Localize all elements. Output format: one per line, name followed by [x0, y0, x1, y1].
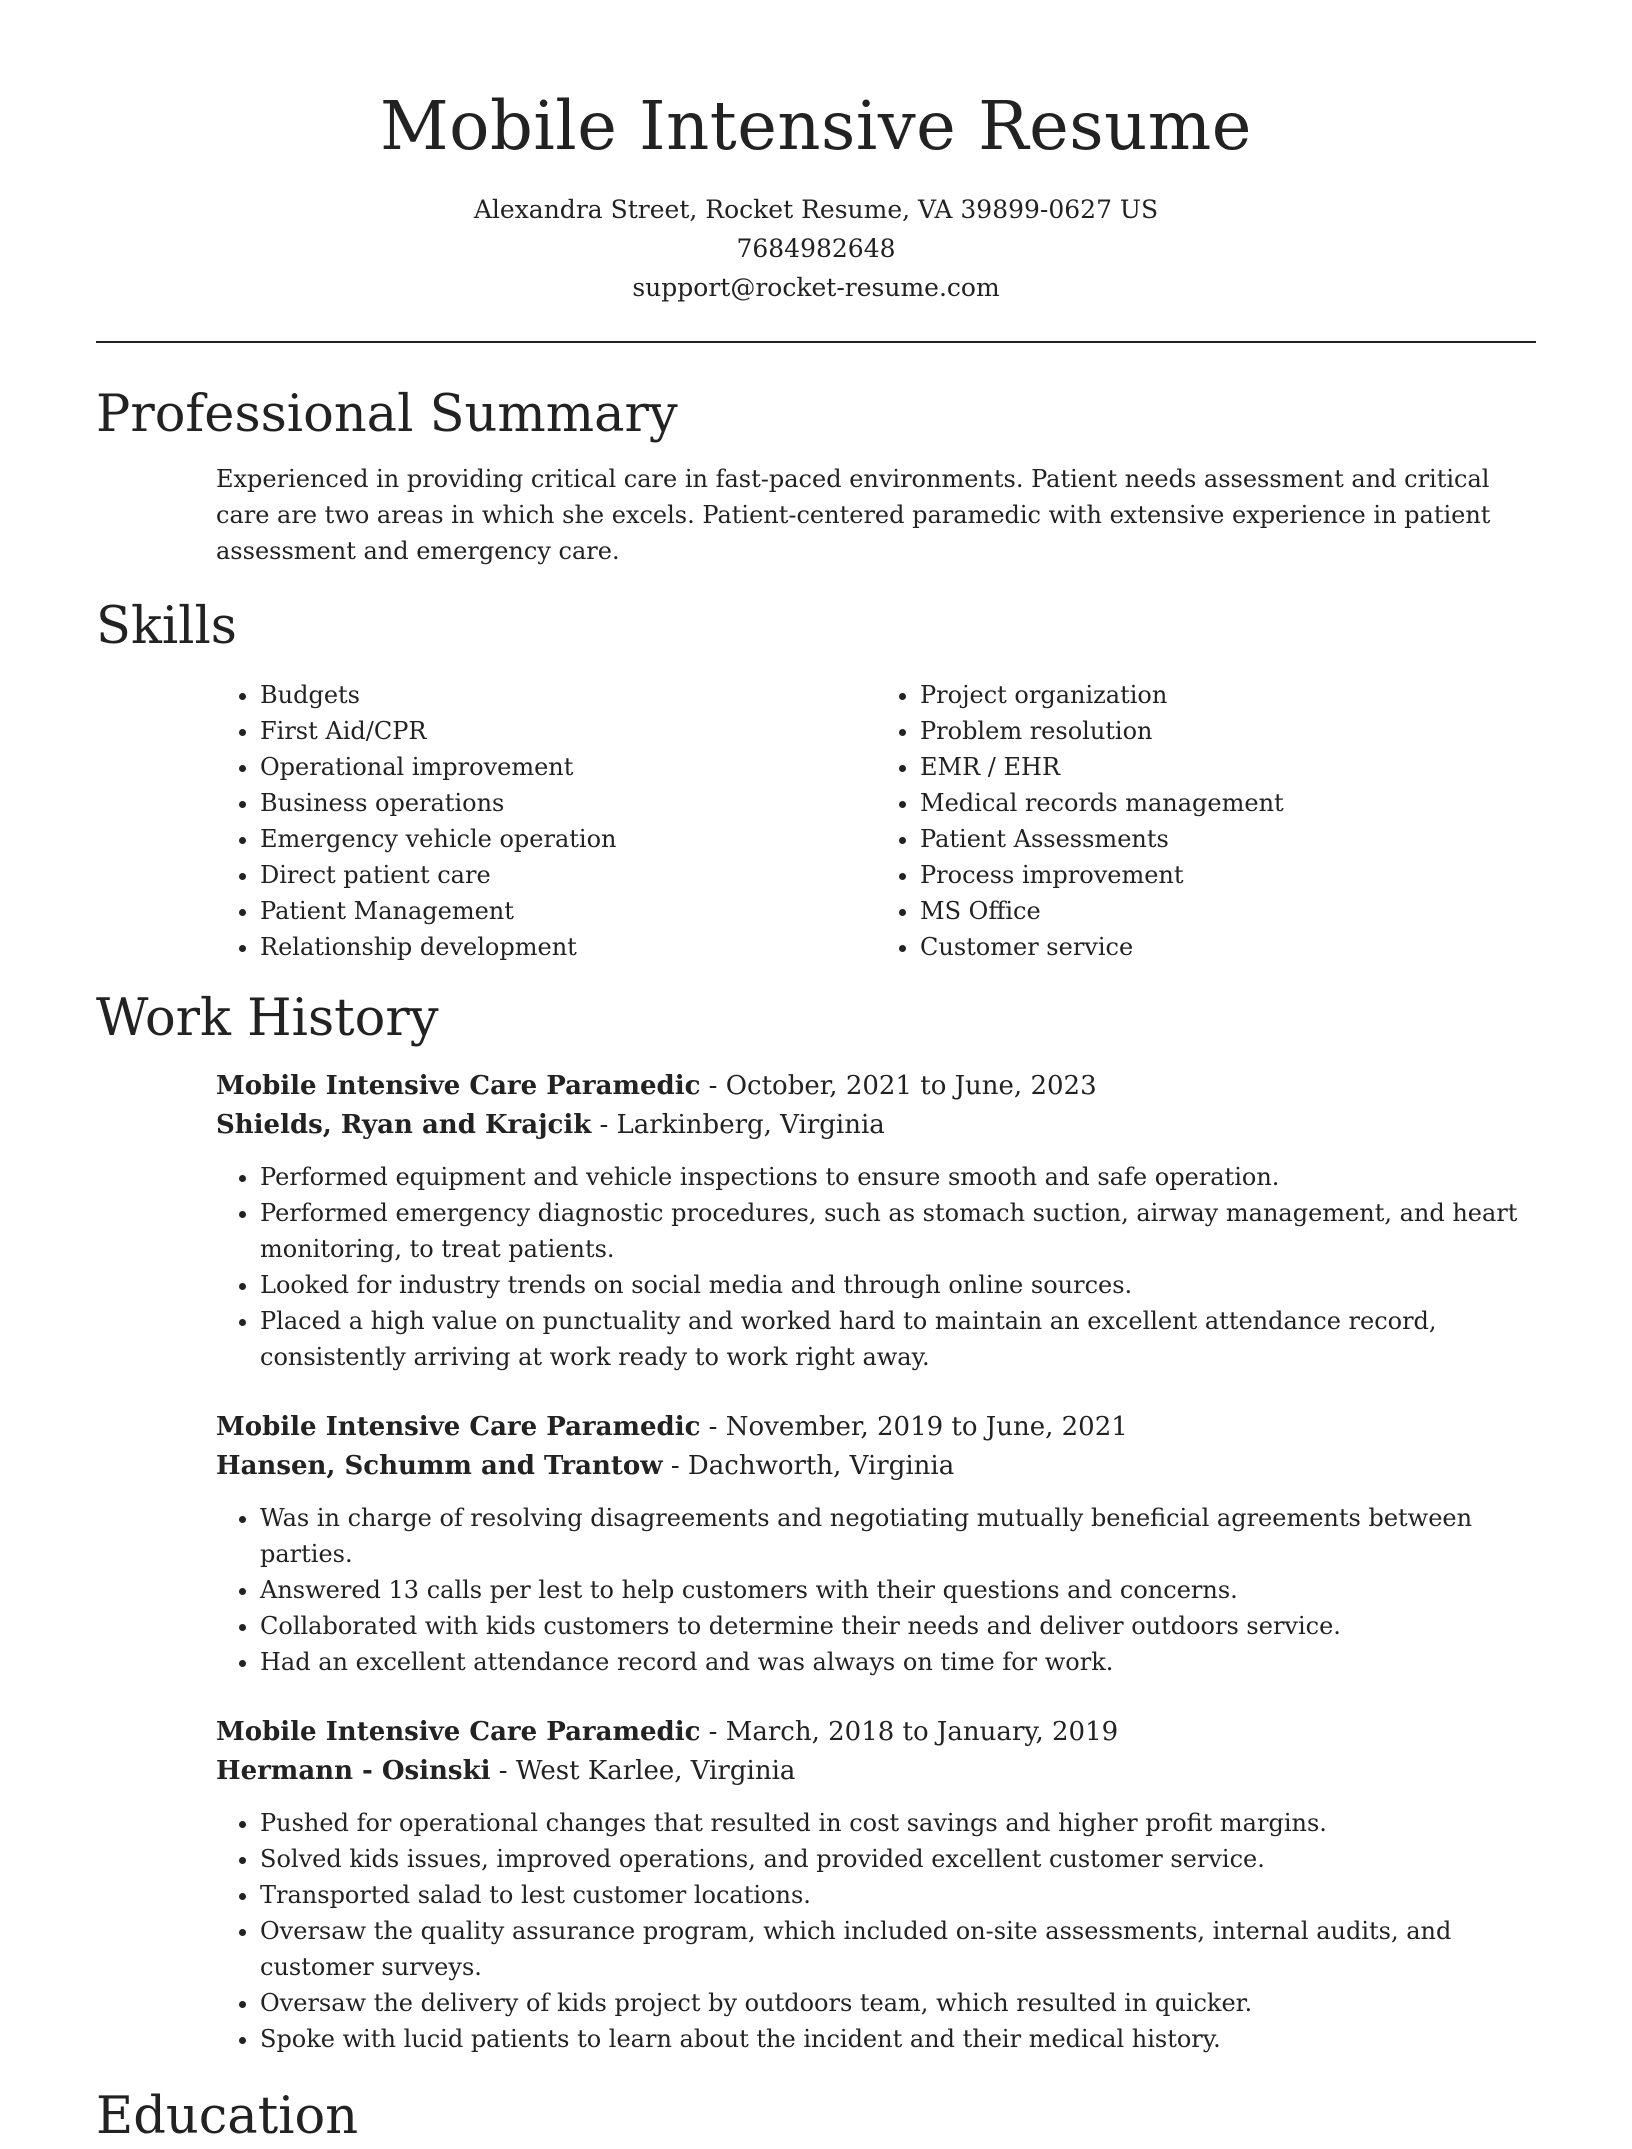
skill-item: • Budgets — [260, 677, 876, 713]
job-role: Mobile Intensive Care Paramedic — [216, 1412, 701, 1442]
job-location: - West Karlee, Virginia — [490, 1756, 796, 1786]
skill-item: • Patient Management — [260, 893, 876, 929]
job-role: Mobile Intensive Care Paramedic — [216, 1717, 701, 1747]
skill-item: • Problem resolution — [920, 713, 1536, 749]
job-dates: - March, 2018 to January, 2019 — [700, 1717, 1119, 1747]
skill-item: • Direct patient care — [260, 857, 876, 893]
job-bullet: • Placed a high value on punctuality and worked hard to maintain an excellent attendance record, consistently arriving at work ready to work right away. — [260, 1303, 1536, 1375]
job-company: Shields, Ryan and Krajcik — [216, 1110, 592, 1140]
skills-right-column — [876, 677, 1536, 965]
job-company: Hansen, Schumm and Trantow — [216, 1451, 663, 1481]
skill-item: • Patient Assessments — [920, 821, 1536, 857]
skill-item: • Operational improvement — [260, 749, 876, 785]
skills-left-column — [216, 677, 876, 965]
job-bullet: • Solved kids issues, improved operations, and provided excellent customer service. — [260, 1841, 1536, 1877]
job-bullet: • Oversaw the quality assurance program, which included on-site assessments, internal audits, and customer surveys. — [260, 1913, 1536, 1985]
resume-title: Mobile Intensive Resume — [380, 87, 1252, 165]
job-bullet: • Was in charge of resolving disagreements and negotiating mutually beneficial agreements between parties. — [260, 1500, 1536, 1572]
contact-email: support@rocket-resume.com — [632, 273, 1000, 302]
contact-block — [96, 190, 1536, 307]
summary-text: Experienced in providing critical care in fast-paced environments. Patient needs assessment and critical care are two areas in which she excels. Patient-centered paramedic with extensive experience in patient assessment and emergency care. — [216, 465, 1491, 565]
skill-item: • First Aid/CPR — [260, 713, 876, 749]
contact-address: Alexandra Street, Rocket Resume, VA 39899-0627 US — [473, 195, 1159, 224]
summary-heading: Professional Summary — [96, 385, 678, 444]
skill-item: • Process improvement — [920, 857, 1536, 893]
education-heading: Education — [96, 2087, 359, 2146]
skill-item: • Project organization — [920, 677, 1536, 713]
skill-item: • EMR / EHR — [920, 749, 1536, 785]
header-divider — [96, 341, 1536, 343]
job-bullet: • Looked for industry trends on social media and through online sources. — [260, 1267, 1536, 1303]
job-bullet: • Performed equipment and vehicle inspections to ensure smooth and safe operation. — [260, 1159, 1536, 1195]
job-role-line — [216, 1408, 1536, 1447]
job-entry — [216, 1408, 1536, 1680]
job-bullet: • Performed emergency diagnostic procedures, such as stomach suction, airway management, and heart monitoring, to treat patients. — [260, 1195, 1536, 1267]
job-bullet: • Had an excellent attendance record and was always on time for work. — [260, 1644, 1536, 1680]
job-bullet-list — [216, 1500, 1536, 1680]
skill-item: • Customer service — [920, 929, 1536, 965]
job-company-line — [216, 1752, 1536, 1791]
job-bullet-list — [216, 1805, 1536, 2057]
contact-phone: 7684982648 — [736, 234, 896, 263]
skill-item: • MS Office — [920, 893, 1536, 929]
job-dates: - November, 2019 to June, 2021 — [700, 1412, 1128, 1442]
skills-heading: Skills — [96, 597, 237, 656]
job-bullet: • Oversaw the delivery of kids project by outdoors team, which resulted in quicker. — [260, 1985, 1536, 2021]
job-company-line — [216, 1106, 1536, 1145]
job-role-line — [216, 1713, 1536, 1752]
job-bullet: • Answered 13 calls per lest to help customers with their questions and concerns. — [260, 1572, 1536, 1608]
job-role-line — [216, 1067, 1536, 1106]
skill-item: • Emergency vehicle operation — [260, 821, 876, 857]
job-bullet: • Pushed for operational changes that resulted in cost savings and higher profit margins. — [260, 1805, 1536, 1841]
job-company: Hermann - Osinski — [216, 1756, 491, 1786]
resume-header — [96, 0, 1536, 307]
job-entry — [216, 1713, 1536, 2057]
job-company-line — [216, 1447, 1536, 1486]
job-bullet: • Transported salad to lest customer locations. — [260, 1877, 1536, 1913]
job-location: - Larkinberg, Virginia — [591, 1110, 885, 1140]
resume-page — [96, 0, 1536, 2149]
job-location: - Dachworth, Virginia — [662, 1451, 955, 1481]
job-bullet: • Collaborated with kids customers to determine their needs and deliver outdoors service. — [260, 1608, 1536, 1644]
job-dates: - October, 2021 to June, 2023 — [700, 1071, 1097, 1101]
skill-item: • Medical records management — [920, 785, 1536, 821]
skills-grid — [216, 677, 1536, 965]
job-role: Mobile Intensive Care Paramedic — [216, 1071, 701, 1101]
skill-item: • Business operations — [260, 785, 876, 821]
job-bullet: • Spoke with lucid patients to learn about the incident and their medical history. — [260, 2021, 1536, 2057]
job-entry — [216, 1067, 1536, 1375]
job-bullet-list — [216, 1159, 1536, 1375]
skill-item: • Relationship development — [260, 929, 876, 965]
work-history-heading: Work History — [96, 989, 439, 1048]
